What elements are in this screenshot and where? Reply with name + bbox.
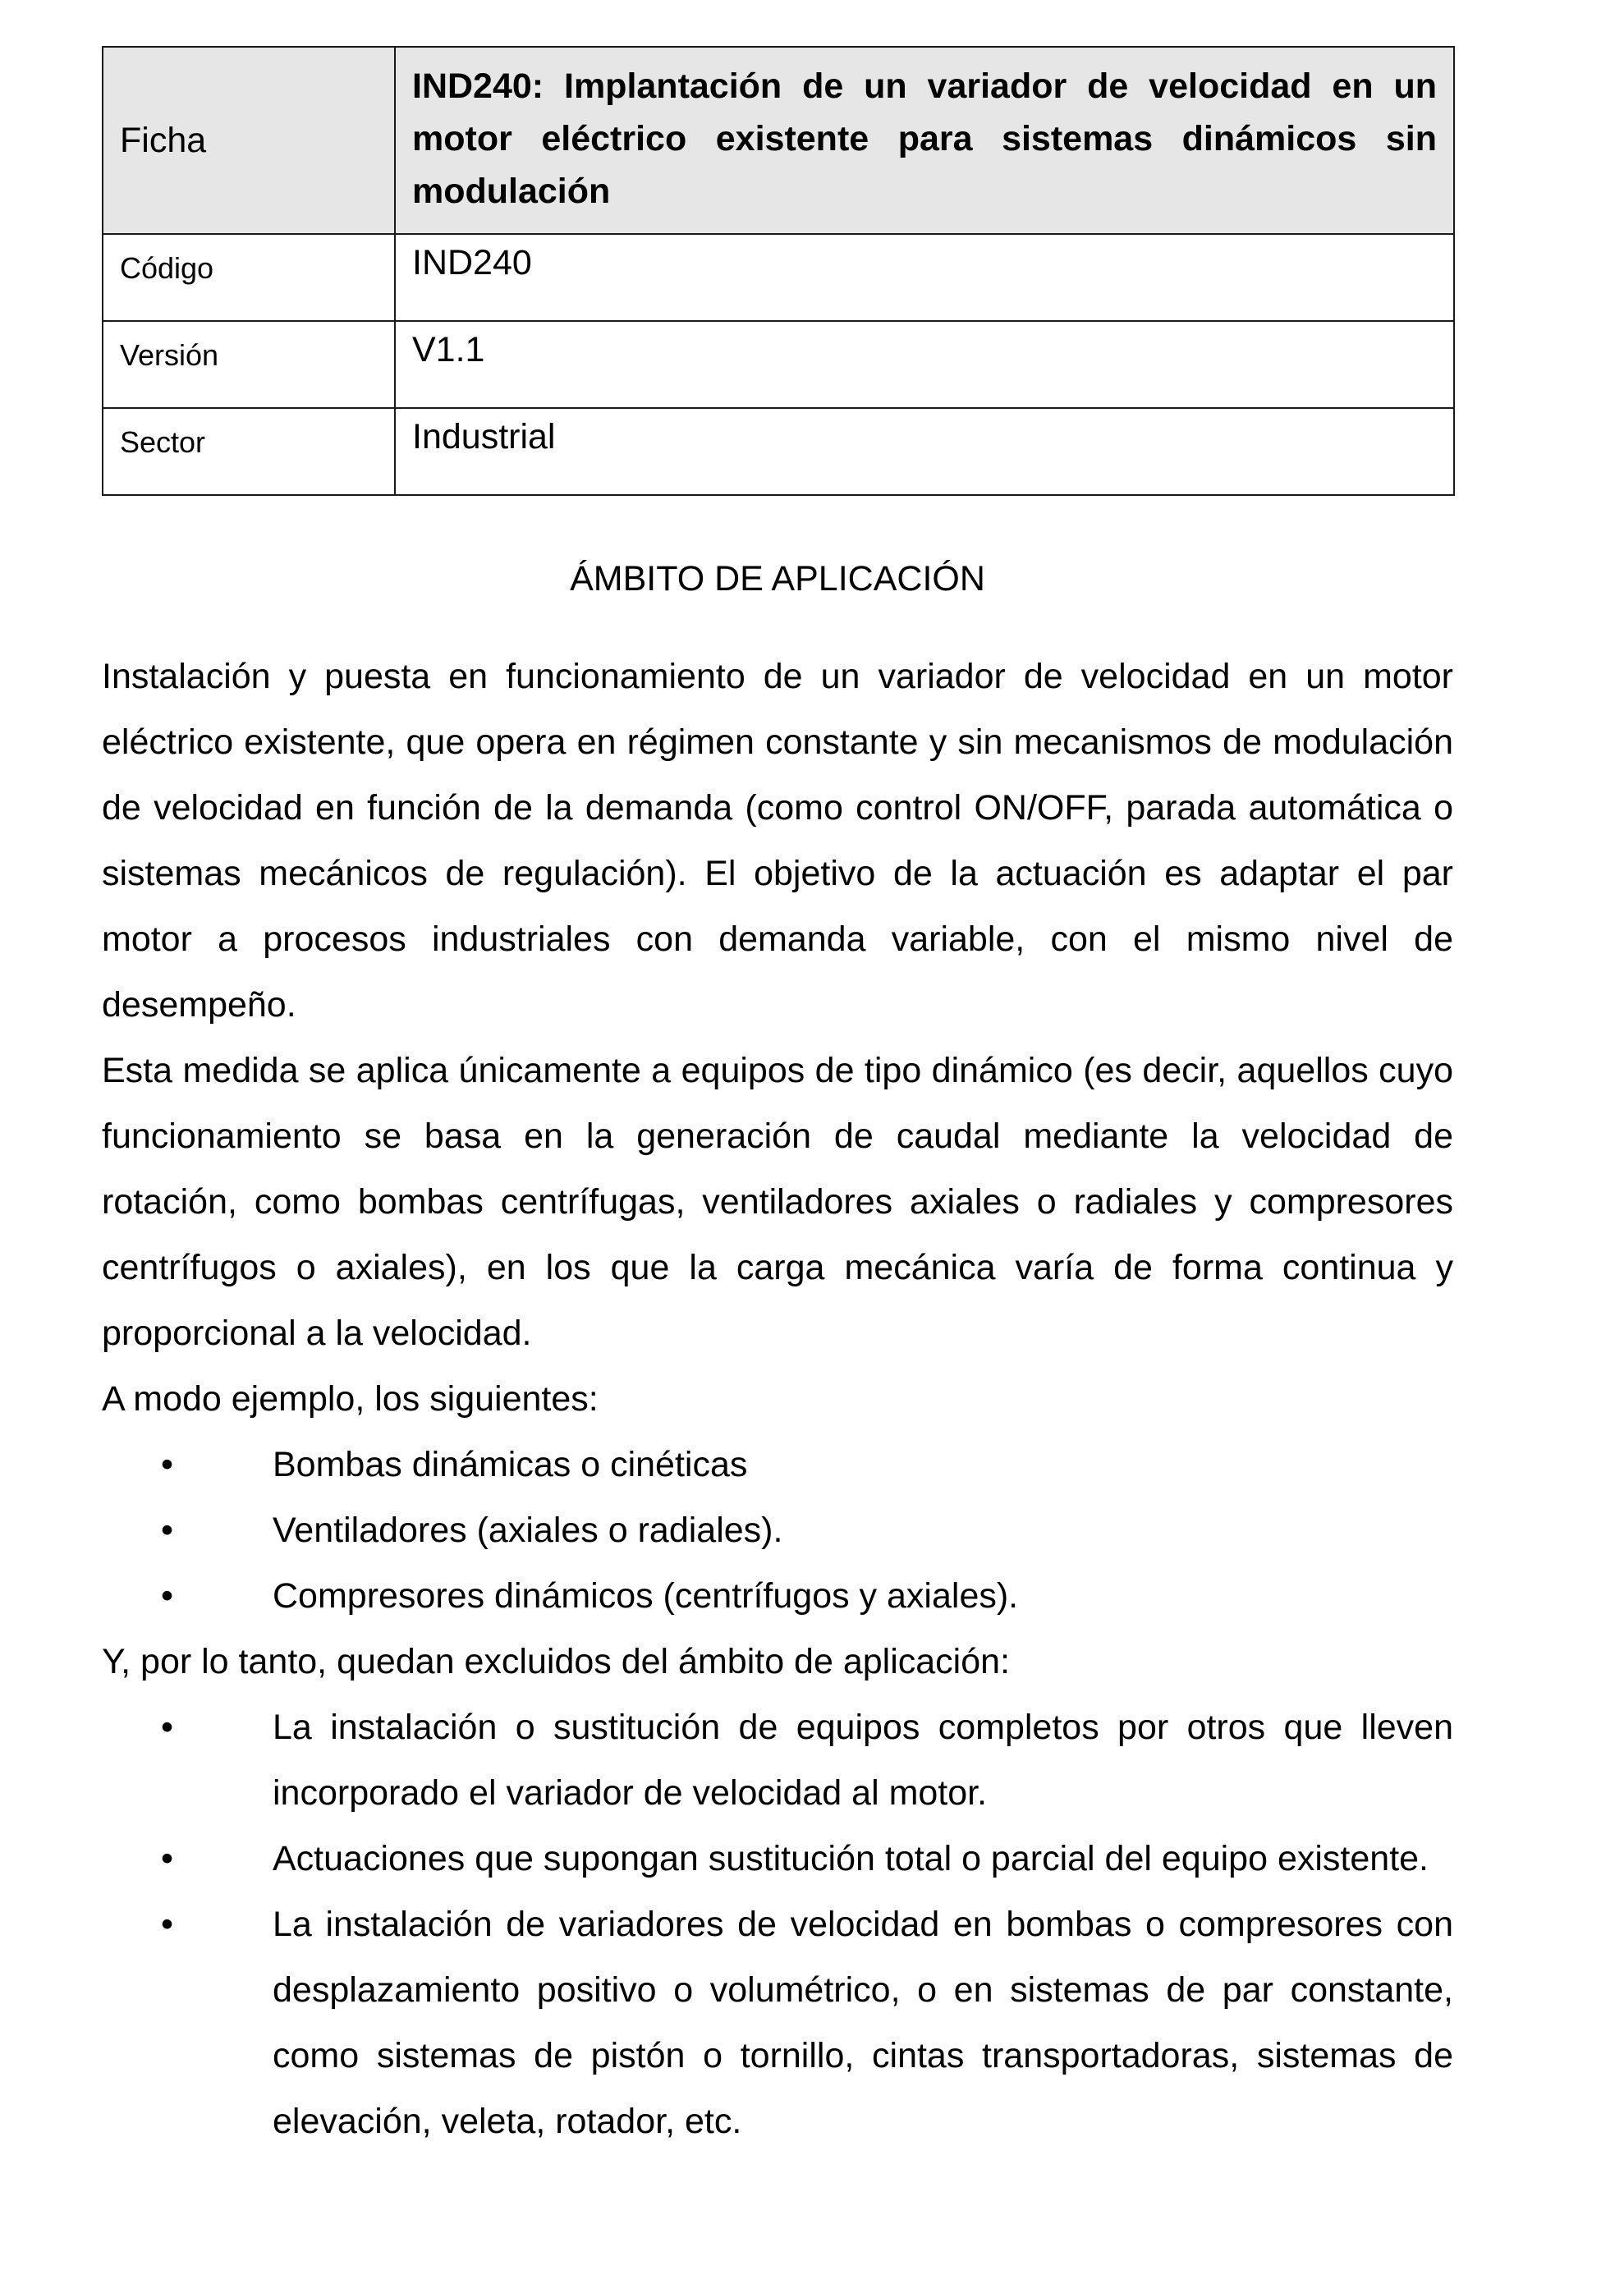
exclusions-list [102,1694,1453,2154]
ficha-label: Ficha [103,47,395,234]
list-item-text: Ventiladores (axiales o radiales). [273,1511,783,1550]
ficha-table [102,46,1455,496]
section-title: ÁMBITO DE APLICACIÓN [570,559,985,598]
list-item [102,1892,1453,2154]
bullet-icon: • [161,1708,174,1747]
list-item [102,1694,1453,1826]
codigo-row [103,234,1454,321]
examples-list [102,1432,1453,1629]
document-page [102,46,1453,2154]
paragraph: Esta medida se aplica únicamente a equipos de tipo dinámico (es decir, aquellos cuyo funcionamiento se basa en la generación de caudal mediante la velocidad de rotación, como bombas centrífugas, ventiladores axiales o radiales y compresores centrífugos o axiales), en los que la carga mecánica varía de forma continua y proporcional a la velocidad. [102,1051,1453,1353]
list-item-text: Actuaciones que supongan sustitución total o parcial del equipo existente. [273,1839,1429,1878]
paragraph: Instalación y puesta en funcionamiento de un variador de velocidad en un motor eléctrico existente, que opera en régimen constante y sin mecanismos de modulación de velocidad en función de la demanda (como control ON/OFF, parada automática o sistemas mecánicos de regulación). El objetivo de la actuación es adaptar el par motor a procesos industriales con demanda variable, con el mismo nivel de desempeño. [102,657,1453,1025]
list-item [102,1497,1453,1563]
version-row [103,321,1454,408]
version-label: Versión [103,321,395,408]
examples-intro: A modo ejemplo, los siguientes: [102,1379,599,1419]
list-item [102,1826,1453,1892]
bullet-icon: • [161,1839,174,1878]
bullet-icon: • [161,1905,174,1944]
list-item [102,1432,1453,1497]
list-item-text: Compresores dinámicos (centrífugos y axiales). [273,1576,1019,1616]
list-item-text: Bombas dinámicas o cinéticas [273,1445,748,1484]
codigo-value: IND240 [395,234,1454,321]
list-item-text: La instalación de variadores de velocidad en bombas o compresores con desplazamiento positivo o volumétrico, o en sistemas de par constante, como sistemas de pistón o tornillo, cintas transportadoras, sistemas de elevación, veleta, rotador, etc. [273,1905,1453,2141]
section-body [102,644,1453,2154]
sector-label: Sector [103,408,395,495]
bullet-icon: • [161,1576,174,1616]
codigo-label: Código [103,234,395,321]
ficha-header-row [103,47,1454,234]
version-value: V1.1 [395,321,1454,408]
bullet-icon: • [161,1511,174,1550]
bullet-icon: • [161,1445,174,1484]
list-item-text: La instalación o sustitución de equipos completos por otros que lleven incorporado el variador de velocidad al motor. [273,1708,1453,1813]
list-item [102,1563,1453,1629]
exclusions-intro: Y, por lo tanto, quedan excluidos del ámbito de aplicación: [102,1642,1011,1681]
sector-value: Industrial [395,408,1454,495]
ficha-title: IND240: Implantación de un variador de velocidad en un motor eléctrico existente para sistemas dinámicos sin modulación [395,47,1454,234]
sector-row [103,408,1454,495]
